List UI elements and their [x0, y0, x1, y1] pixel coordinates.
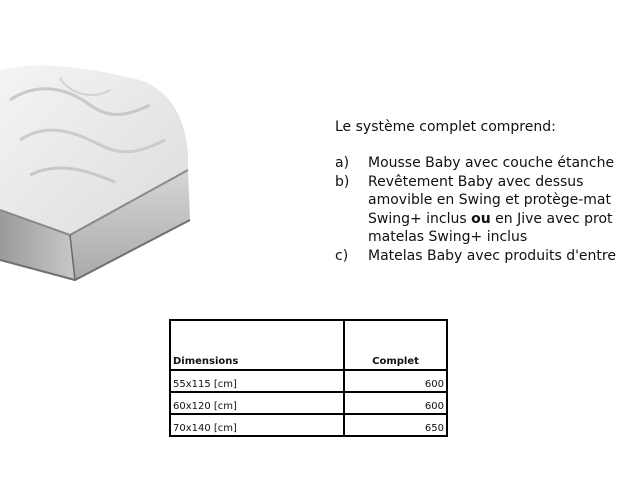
- emphasis-ou: ou: [471, 210, 491, 227]
- price-table: [169, 319, 448, 437]
- list-item-line: [335, 191, 616, 210]
- price-cell: 600: [344, 392, 447, 414]
- table-row: [170, 392, 447, 414]
- list-item-text: Swing+ inclus ou en Jive avec prot: [368, 210, 613, 227]
- list-marker: b): [335, 173, 350, 190]
- list-item-text: matelas Swing+ inclus: [368, 229, 528, 245]
- list-marker: a): [335, 155, 350, 171]
- dimensions-header: Dimensions: [170, 320, 344, 370]
- price-cell: 600: [344, 370, 447, 392]
- dimension-cell: 55x115 [cm]: [170, 370, 344, 392]
- complet-header: Complet: [344, 320, 447, 370]
- intro-heading: Le système complet comprend:: [335, 119, 556, 135]
- list-item-text: Matelas Baby avec produits d'entre: [368, 247, 616, 264]
- table-row: [170, 414, 447, 436]
- list-item-line: [335, 247, 616, 266]
- list-item-line: [335, 228, 616, 247]
- list-item-line: [335, 173, 616, 192]
- list-item-text: Mousse Baby avec couche étanche: [368, 155, 615, 171]
- component-list: [335, 154, 616, 265]
- list-item-text: Revêtement Baby avec dessus: [368, 173, 584, 190]
- table-header-row: [170, 320, 447, 370]
- list-marker: [335, 210, 368, 229]
- list-item-text: amovible en Swing et protège-mat: [368, 192, 611, 208]
- table-row: [170, 370, 447, 392]
- list-marker: c): [335, 247, 349, 264]
- dimension-cell: 60x120 [cm]: [170, 392, 344, 414]
- list-item-line: [335, 210, 616, 229]
- list-marker: [335, 228, 368, 247]
- list-item-line: [335, 154, 616, 173]
- mattress-image: [0, 60, 200, 282]
- price-cell: 650: [344, 414, 447, 436]
- dimension-cell: 70x140 [cm]: [170, 414, 344, 436]
- list-marker: [335, 191, 368, 210]
